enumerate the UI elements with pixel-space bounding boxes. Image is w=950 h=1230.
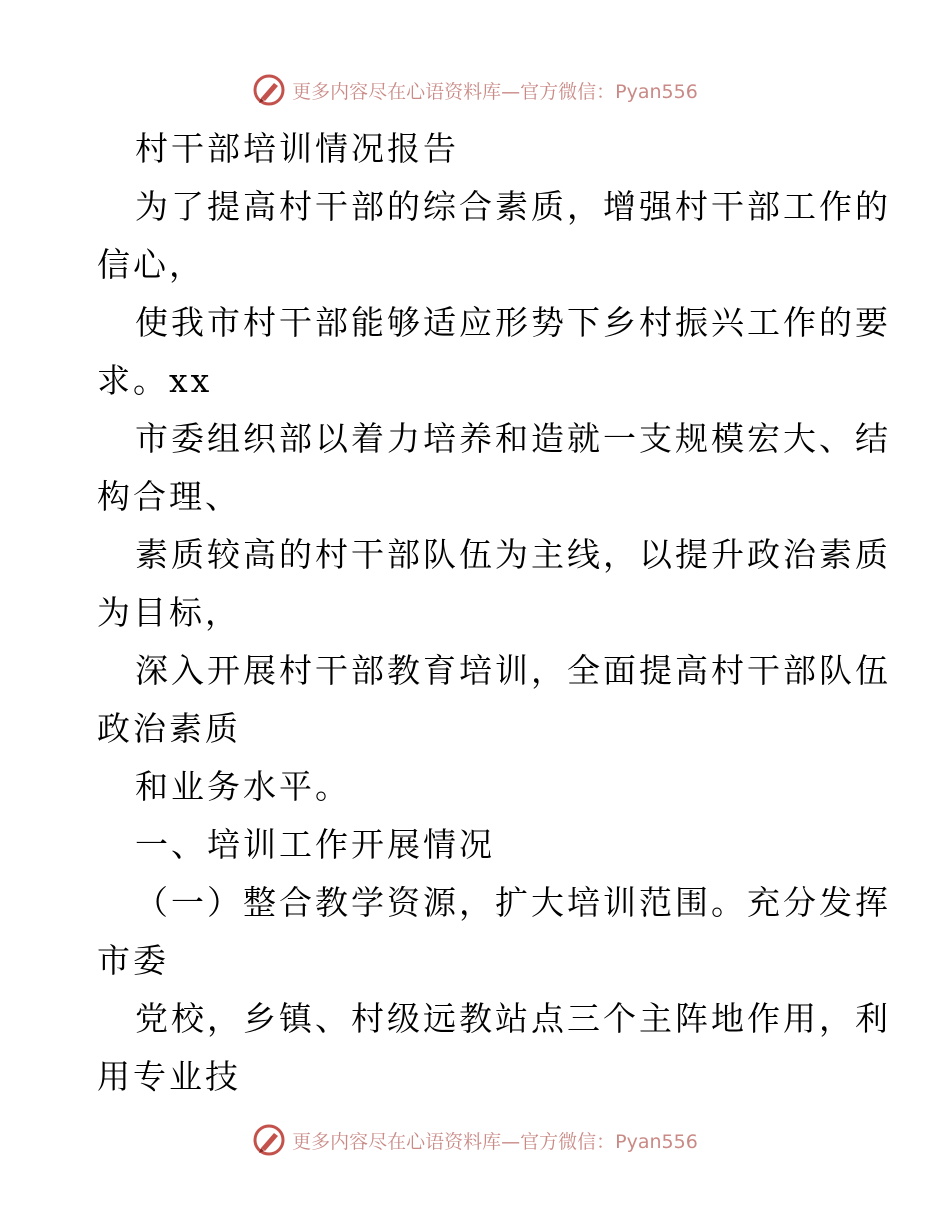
document-line: 深入开展村干部教育培训，全面提高村干部队伍: [135, 651, 891, 690]
footer-watermark-text: 更多内容尽在心语资料库—官方微信：Pyan556: [292, 1130, 698, 1153]
document-line: 素质较高的村干部队伍为主线，以提升政治素质: [135, 535, 891, 574]
document-line: 使我市村干部能够适应形势下乡村振兴工作的要: [135, 303, 891, 342]
document-line: 市委: [97, 941, 169, 980]
document-line: 政治素质: [97, 709, 241, 748]
document-line: 为了提高村干部的综合素质，增强村干部工作的: [135, 187, 891, 226]
document-line: 党校，乡镇、村级远教站点三个主阵地作用，利: [135, 999, 891, 1038]
document-body: [97, 120, 891, 1106]
pen-logo-icon: [252, 73, 286, 107]
document-line: 市委组织部以着力培养和造就一支规模宏大、结: [135, 419, 891, 458]
document-line: 求。xx: [97, 361, 213, 400]
header-watermark: [0, 70, 950, 110]
footer-watermark: [0, 1120, 950, 1160]
document-line: 为目标，: [97, 593, 241, 632]
document-line: 一、培训工作开展情况: [135, 825, 495, 864]
document-line: 用专业技: [97, 1057, 241, 1096]
document-line: 信心，: [97, 245, 205, 284]
pen-logo-icon: [252, 1123, 286, 1157]
document-line: 村干部培训情况报告: [135, 129, 459, 168]
document-line: （一）整合教学资源，扩大培训范围。充分发挥: [135, 883, 891, 922]
header-watermark-text: 更多内容尽在心语资料库—官方微信：Pyan556: [292, 80, 698, 103]
document-line: 构合理、: [97, 477, 241, 516]
document-line: 和业务水平。: [135, 767, 351, 806]
